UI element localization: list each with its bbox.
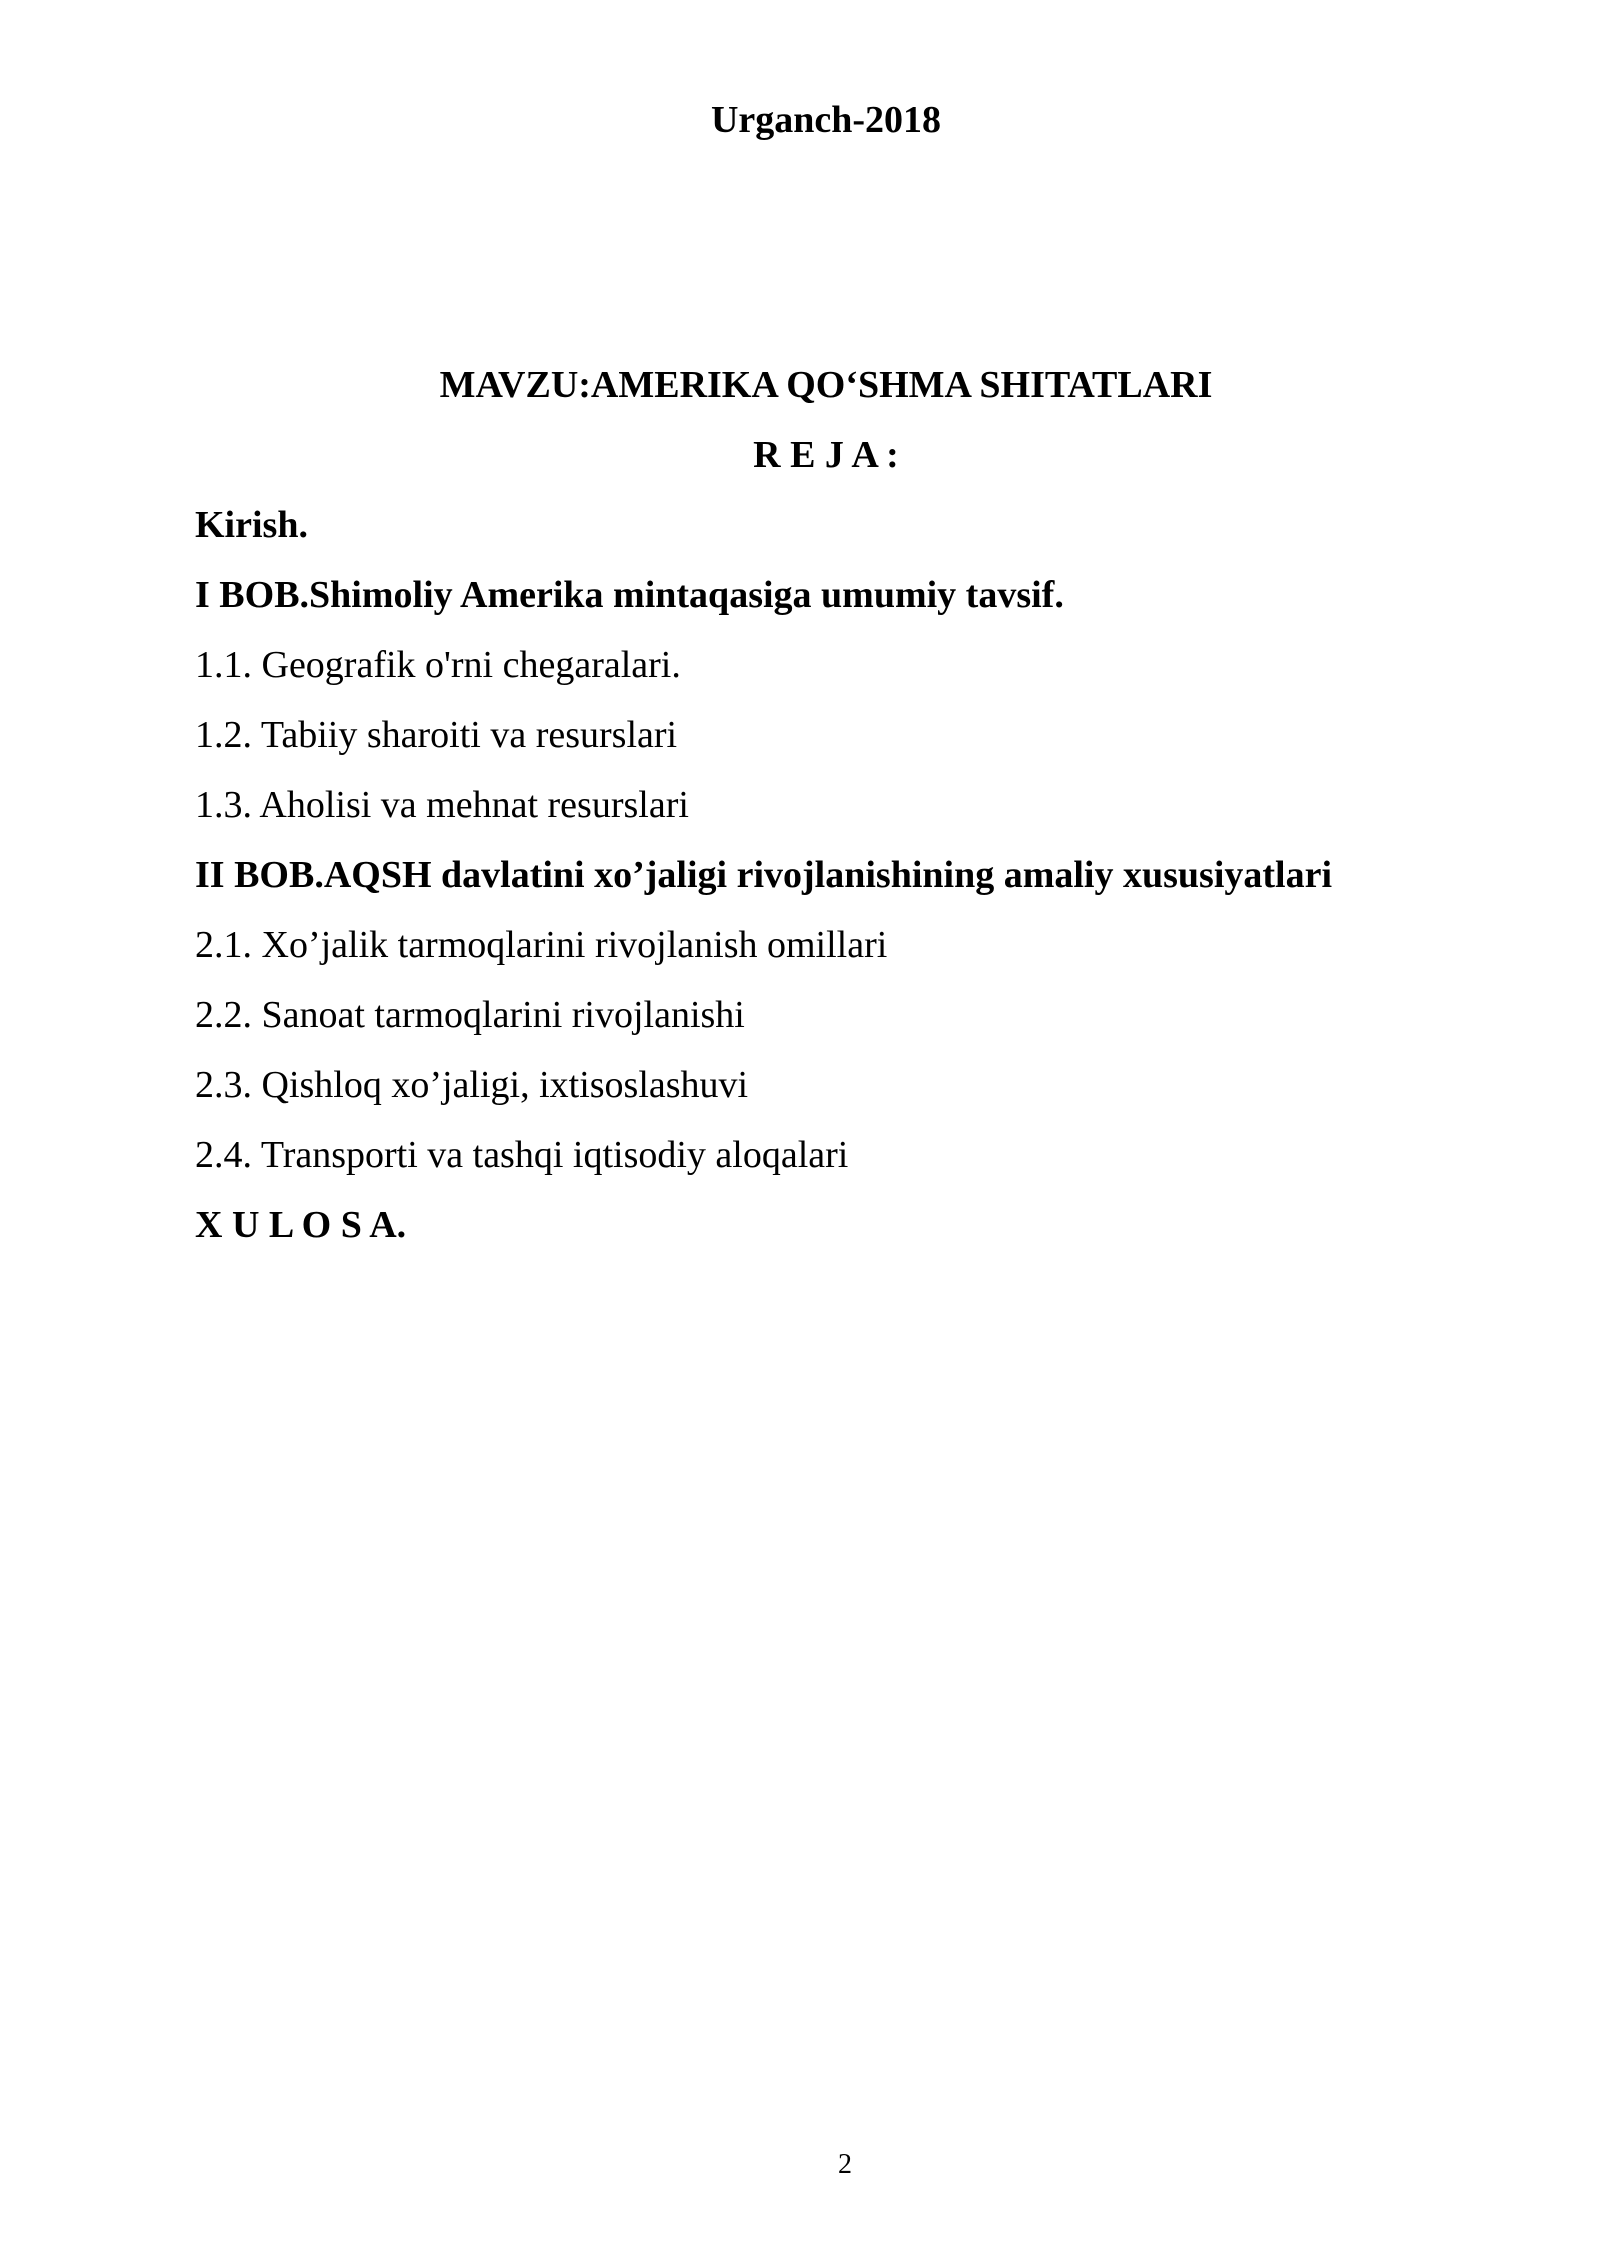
- plan-item-chapter-2: II BOB.AQSH davlatini xo’jaligi rivojlanishining amaliy xususiyatlari: [195, 854, 1333, 896]
- plan-item-section-2-2: 2.2. Sanoat tarmoqlarini rivojlanishi: [195, 994, 745, 1036]
- document-title: MAVZU:AMERIKA QO‘SHMA SHITATLARI: [439, 364, 1213, 406]
- plan-item-conclusion: X U L O S A.: [195, 1204, 407, 1246]
- plan-item-section-1-1: 1.1. Geografik o'rni chegaralari.: [195, 644, 681, 686]
- plan-heading: R E J A :: [753, 434, 899, 476]
- page-number: 2: [838, 2149, 852, 2180]
- city-year-header: Urganch-2018: [710, 99, 942, 141]
- plan-item-section-2-4: 2.4. Transporti va tashqi iqtisodiy aloqalari: [195, 1134, 849, 1176]
- plan-list: [195, 501, 1535, 1271]
- plan-item-section-2-3: 2.3. Qishloq xo’jaligi, ixtisoslashuvi: [195, 1064, 749, 1106]
- plan-item-section-1-3: 1.3. Aholisi va mehnat resurslari: [195, 784, 689, 826]
- plan-item-chapter-1: I BOB.Shimoliy Amerika mintaqasiga umumiy tavsif.: [195, 574, 1064, 616]
- plan-item-introduction: Kirish.: [195, 504, 308, 546]
- plan-item-section-2-1: 2.1. Xo’jalik tarmoqlarini rivojlanish omillari: [195, 924, 888, 966]
- plan-item-section-1-2: 1.2. Tabiiy sharoiti va resurslari: [195, 714, 678, 756]
